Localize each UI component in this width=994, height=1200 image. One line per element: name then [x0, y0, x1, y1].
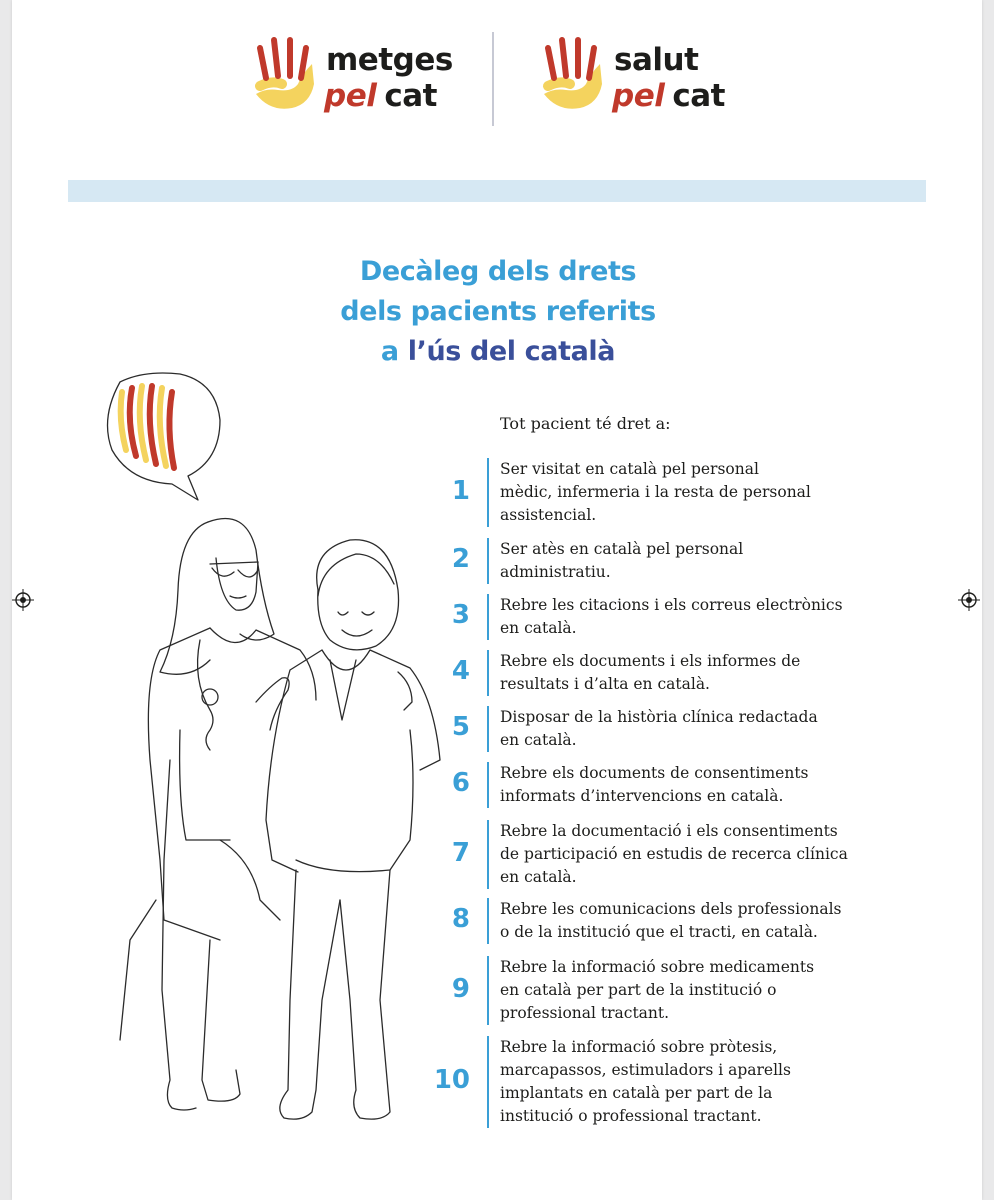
right-item: [430, 1036, 890, 1128]
hand-icon: [540, 34, 606, 114]
right-divider: [487, 1036, 489, 1128]
logo-word: metges: [326, 42, 453, 78]
right-number: 1: [451, 475, 470, 506]
intro-text: Tot pacient té dret a:: [500, 414, 671, 433]
right-divider: [487, 762, 489, 808]
right-divider: [487, 898, 489, 944]
right-text: Rebre els documents i els informes de resultats i d’alta en català.: [500, 652, 801, 693]
right-number: 4: [451, 656, 470, 686]
right-item: [430, 594, 890, 640]
doctor-patient-illustration: [60, 300, 460, 1180]
right-number: 7: [451, 837, 470, 868]
logo-cat: cat: [384, 78, 437, 114]
right-divider: [487, 820, 489, 889]
right-text: Rebre les citacions i els correus electrònics en català.: [500, 596, 843, 637]
right-divider: [487, 706, 489, 752]
right-item: [430, 898, 890, 944]
right-text: Rebre la documentació i els consentiments de participació en estudis de recerca clínica en català.: [500, 822, 848, 886]
title-line-2: dels pacients referits: [340, 296, 656, 327]
right-divider: [487, 594, 489, 640]
logo-cat: cat: [672, 78, 725, 114]
logo-subline: [612, 78, 725, 114]
right-number: 10: [433, 1065, 470, 1095]
logo-pel: pel: [612, 78, 665, 114]
senyera-flag-icon: [121, 386, 174, 468]
header-band: [68, 180, 926, 202]
right-item: [430, 538, 890, 584]
right-text: Rebre la informació sobre medicaments en català per part de la institució o professional tractant.: [500, 958, 815, 1022]
title-emphasis: l’ús del català: [407, 336, 616, 367]
right-divider: [487, 538, 489, 584]
logo-divider: [492, 32, 494, 126]
right-number: 9: [451, 973, 470, 1004]
right-text: Ser visitat en català pel personal mèdic, infermeria i la resta de personal assistencial.: [500, 460, 811, 524]
right-number: 6: [451, 768, 470, 798]
right-text: Ser atès en català pel personal administratiu.: [500, 540, 744, 581]
right-divider: [487, 956, 489, 1025]
right-item: [430, 820, 890, 889]
right-text: Rebre la informació sobre pròtesis, marcapassos, estimuladors i aparells implantats en català per part de la institució o professional tractant.: [500, 1038, 791, 1125]
right-number: 8: [451, 904, 470, 934]
registration-mark-icon: [12, 589, 34, 611]
hand-icon: [252, 34, 318, 114]
logo-subline: [324, 78, 437, 114]
right-number: 3: [451, 600, 470, 630]
right-text: Rebre els documents de consentiments informats d’intervencions en català.: [500, 764, 809, 805]
right-divider: [487, 650, 489, 696]
title-line-1: Decàleg dels drets: [359, 256, 637, 287]
right-number: 5: [451, 712, 470, 742]
right-number: 2: [451, 544, 470, 574]
registration-mark-icon: [958, 589, 980, 611]
right-item: [430, 706, 890, 752]
right-divider: [487, 458, 489, 527]
logo-word: salut: [614, 42, 699, 78]
title-prefix: a: [380, 336, 408, 367]
right-text: Disposar de la història clínica redactada en català.: [500, 708, 818, 749]
logo-header: [0, 30, 994, 126]
right-text: Rebre les comunicacions dels professionals o de la institució que el tracti, en català.: [500, 900, 842, 941]
right-item: [430, 956, 890, 1025]
right-item: [430, 458, 890, 527]
right-item: [430, 762, 890, 808]
logo-pel: pel: [324, 78, 377, 114]
right-item: [430, 650, 890, 696]
